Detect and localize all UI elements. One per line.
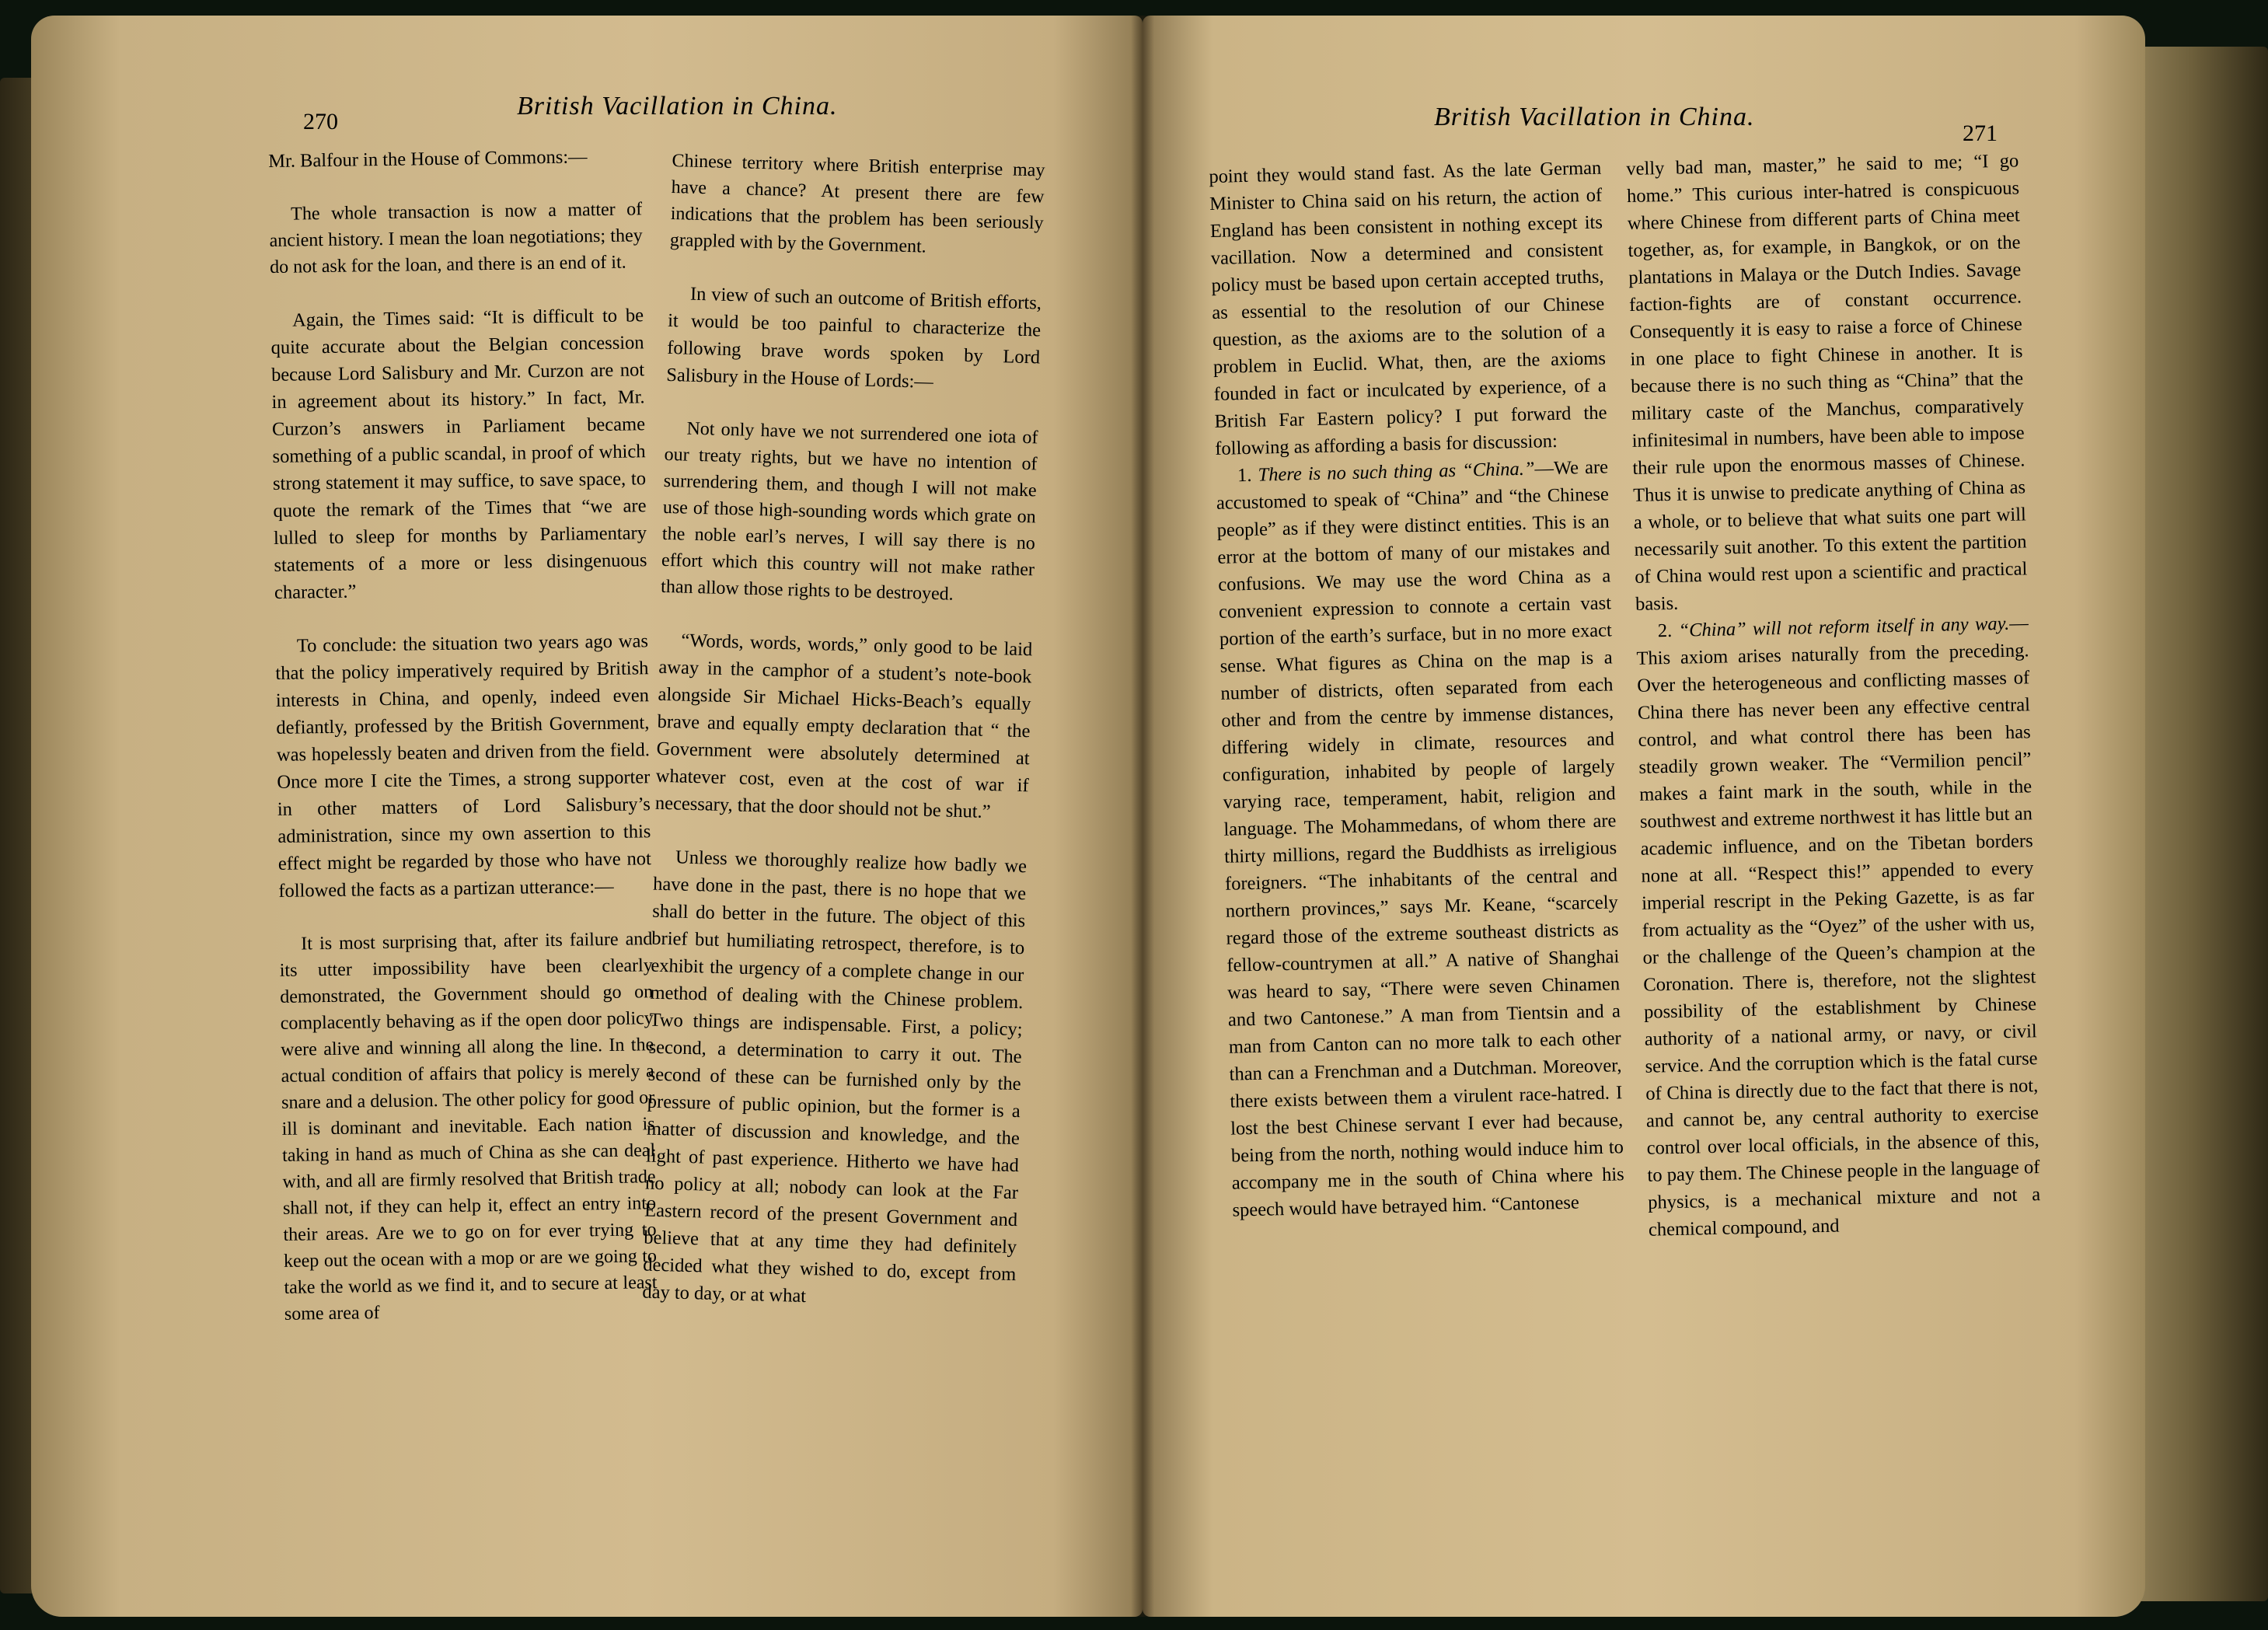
left-page-column-2	[642, 148, 1045, 1315]
left-page-number: 270	[303, 109, 338, 134]
paragraph: Unless we thoroughly realize how badly we have done in the past, there is no hope that we shall do better in the future. The object of this brief but humiliating retrospect, therefore, is to exhibit the urgency of a complete change in our method of dealing with the Chinese problem. Two things are indispensable. First, a policy; second, a determination to carry it out. The second of these can be furnished only by the pressure of public opinion, but the former is a matter of discussion and knowledge, and the light of past experience. Hitherto we have had no policy at all; nobody can look at the Far Eastern record of the present Government and believe that at any time they had definitely decided what they wished to do, except from day to day, or at what	[642, 846, 1028, 1307]
right-running-head: British Vacillation in China.	[1434, 103, 1755, 131]
paragraph: To conclude: the situation two years ago was that the policy imperatively required by British interests in China, and openly, indeed even defiantly, professed by the British Government, was hopelessly beaten and driven from the field. Once more I cite the Times, a strong supporter in other matters of Lord Salisbury’s administration, since my own assertion to this effect might be regarded by those who have not followed the facts as a partizan utterance:—	[275, 630, 652, 902]
paragraph: point they would stand fast. As the late German Minister to China said on his return, the action of England has been consistent in nothing except its vacillation. Now a determined and consistent policy must be based upon certain accepted truths, as essential to the resolution of our Chinese question, as the axioms are to the solution of a problem in Euclid. What, then, are the axioms founded in fact or inculcated by experience, of a British Far Eastern policy? I put forward the following as affording a basis for discussion:	[1209, 157, 1607, 459]
paragraph: —This axiom arises naturally from the preceding. Over the heterogeneous and conflicting masses of China there has never been any effective central control, and what control there has been has steadily grown weaker. The “Vermilion pencil” makes a faint mark in the south, while in the southwest and extreme northwest it has little but an academic influence, and on the Tibetan borders none at all. “Respect this!” appended to every imperial rescript in the Peking Gazette, is as far from actuality as the “Oyez” of the usher with us, or the challenge of the Queen’s champion at the Coronation. There is, therefore, not the slightest possibility of the establishment by Chinese authority of a national army, or navy, or civil service. And the corruption which is the fatal curse of China is directly due to the fact that there is not, and cannot be, any central authority to exercise control over local officials, in the absence of this, to pay them. The Chinese people in the language of physics, is a mechanical mixture and not a chemical compound, and	[1636, 613, 2041, 1241]
axiom-number: 2.	[1657, 620, 1673, 642]
left-page-column-1	[268, 142, 658, 1328]
right-page-column-1	[1209, 155, 1625, 1224]
block-quote: It is most surprising that, after its failure and its utter impossibility have been clearly demonstrated, the Government should go on complacently behaving as if the open door policy were alive and winning all along the line. In the actual condition of affairs that policy is merely a snare and a delusion. The other policy for good or ill is dominant and inevitable. Each nation is taking in hand as much of China as she can deal with, and all are firmly resolved that British trade shall not, if they can help it, effect an entry into their areas. Are we to go on for ever trying to keep out the ocean with a mop or are we going to take the world as we find it, and to secure at least some area of	[279, 929, 658, 1325]
paragraph: Mr. Balfour in the House of Commons:—	[268, 146, 588, 172]
block-quote: The whole transaction is now a matter of ancient history. I mean the loan negotiations; they do not ask for the loan, and there is an end of it.	[269, 199, 643, 277]
book-gutter	[1131, 16, 1154, 1617]
paragraph: Again, the Times said: “It is difficult to be quite accurate about the Belgian concession because Lord Salisbury and Mr. Curzon are not in agreement about its history.” In fact, Mr. Curzon’s answers in Parliament became something of a public scandal, in proof of which strong statement it may suffice, to save space, to quote the remark of the Times that “we are lulled to sleep for months by Parliamentary statements of a more or less disingenuous character.”	[270, 305, 647, 603]
paragraph: “Words, words, words,” only good to be laid away in the camphor of a student’s note-book alongside Sir Michael Hicks-Beach’s equally brave and equally empty declaration that “ the Government were absolutely determined at whatever cost, even at the cost of war if necessary, that the door should not be shut.”	[654, 630, 1033, 823]
axiom-number: 1.	[1237, 464, 1252, 487]
paragraph: In view of such an outcome of British efforts, it would be too painful to characterize the following brave words spoken by Lord Salisbury in the House of Lords:—	[665, 283, 1042, 393]
right-page-number: 271	[1963, 120, 1998, 146]
block-quote: Chinese territory where British enterprise may have a chance? At present there are few indications that the problem has been seriously grappled with by the Government.	[669, 150, 1045, 257]
left-running-head: British Vacillation in China.	[517, 92, 838, 120]
right-page-column-2	[1626, 147, 2041, 1243]
block-quote: Not only have we not surrendered one iota of our treaty rights, but we have no intention of surrendering them, and though I will not make use of those high-sounding words which grate on the noble earl’s nerves, I will say there is no effort which this country will not make rather than allow those rights to be destroyed.	[660, 418, 1038, 605]
paragraph: velly bad man, master,” he said to me; “I go home.” This curious inter-hatred is conspicuous where Chinese from different parts of China meet together, as, for example, in Bangkok, or on the plantations in Malaya or the Dutch Indies. Savage faction-fights are of constant occurrence. Consequently it is easy to raise a force of Chinese in one place to fight Chinese in another. It is because there is no such thing as “China” that the military caste of the Manchus, comparatively infinitesimal in numbers, have been able to impose their rule upon the enormous masses of Chinese. Thus it is unwise to predicate anything of China as a whole, or to believe that what suits one part will necessarily suit another. To this extent the partition of China would rest upon a scientific and practical basis.	[1626, 150, 2028, 615]
axiom-heading: “China” will not reform itself in any way.	[1678, 613, 2010, 641]
paragraph: —We are accustomed to speak of “China” and “the Chinese people” as if they were distinct entities. This is an error at the bottom of many of our mistakes and confusions. We may use the word China as a convenient expression to connote a certain vast portion of the earth’s surface, but in no more exact sense. What figures as China on the map is a number of districts, often separated from each other and from the centre by immense distances, differing widely in climate, resources and configuration, inhabited by people of largely varying race, temperament, habit, religion and language. The Mohammedans, of whom there are thirty millions, regard the Buddhists as irreligious foreigners. “The inhabitants of the central and northern provinces,” says Mr. Keane, “scarcely regard those of the extreme southeast districts as fellow-countrymen at all.” A native of Shanghai was heard to say, “There were seven Chinamen and two Cantonese.” A man from Tientsin and a man from Canton can no more talk to each other than can a Frenchman and a Dutchman. Moreover, there exists between them a virulent race-hatred. I lost the best Chinese servant I ever had because, being from the north, nothing would induce him to accompany me in the south of China where his speech would have betrayed him. “Cantonese	[1216, 456, 1624, 1221]
axiom-heading: There is no such thing as “China.”	[1258, 458, 1535, 486]
